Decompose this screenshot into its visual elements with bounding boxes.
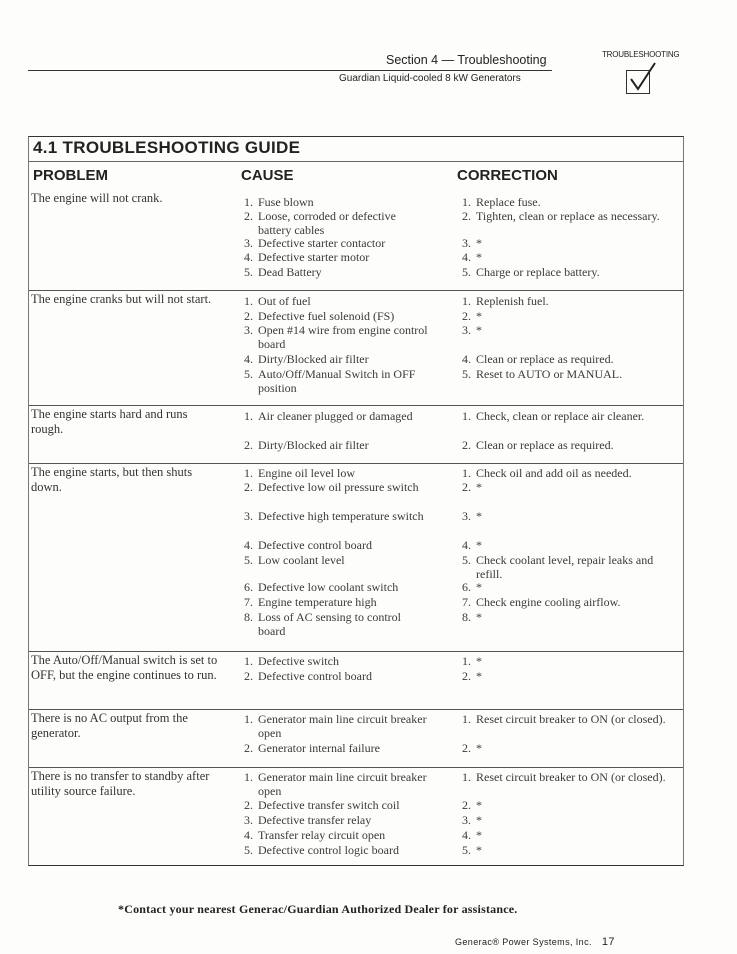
correction-text: Reset circuit breaker to ON (or closed). bbox=[476, 770, 666, 784]
correction-number: 5. bbox=[462, 843, 471, 857]
problem-text: The engine will not crank. bbox=[31, 191, 163, 205]
header-rule bbox=[28, 70, 552, 71]
correction-text: Check oil and add oil as needed. bbox=[476, 466, 632, 480]
correction-number: 3. bbox=[462, 236, 471, 250]
problem-text: The engine cranks but will not start. bbox=[31, 292, 212, 306]
correction-text: * bbox=[476, 309, 482, 323]
cause-number: 4. bbox=[244, 538, 253, 552]
cause-text: Fuse blown bbox=[258, 195, 314, 209]
cause-text: Defective control board bbox=[258, 669, 372, 683]
correction-text: Check engine cooling airflow. bbox=[476, 595, 621, 609]
correction-number: 4. bbox=[462, 538, 471, 552]
cause-text: Dirty/Blocked air filter bbox=[258, 438, 369, 452]
guide-row bbox=[29, 405, 683, 464]
correction-number: 2. bbox=[462, 798, 471, 812]
cause-text: Out of fuel bbox=[258, 294, 311, 308]
correction-text: * bbox=[476, 828, 482, 842]
cause-number: 7. bbox=[244, 595, 253, 609]
correction-text: Replenish fuel. bbox=[476, 294, 549, 308]
correction-text: * bbox=[476, 669, 482, 683]
correction-number: 8. bbox=[462, 610, 471, 624]
cause-number: 3. bbox=[244, 509, 253, 523]
cause-text: Defective transfer relay bbox=[258, 813, 372, 827]
cause-number: 1. bbox=[244, 294, 253, 308]
cause-number: 1. bbox=[244, 770, 253, 784]
correction-column-header: CORRECTION bbox=[457, 167, 558, 184]
correction-text: Check, clean or replace air cleaner. bbox=[476, 409, 645, 423]
cause-text: Defective control logic board bbox=[258, 843, 399, 857]
guide-row bbox=[29, 290, 683, 406]
problem-text: The engine starts, but then shuts down. bbox=[31, 465, 193, 494]
guide-row bbox=[29, 190, 683, 290]
correction-number: 1. bbox=[462, 195, 471, 209]
cause-column-header: CAUSE bbox=[241, 167, 294, 184]
cause-text: Defective starter motor bbox=[258, 250, 370, 264]
correction-number: 1. bbox=[462, 712, 471, 726]
cause-text: Dead Battery bbox=[258, 265, 322, 279]
correction-text: Clean or replace as required. bbox=[476, 352, 614, 366]
correction-number: 2. bbox=[462, 669, 471, 683]
cause-number: 2. bbox=[244, 309, 253, 323]
correction-number: 1. bbox=[462, 770, 471, 784]
cause-text: Defective transfer switch coil bbox=[258, 798, 400, 812]
cause-text: Generator main line circuit breaker open bbox=[258, 712, 427, 740]
correction-text: * bbox=[476, 250, 482, 264]
cause-number: 2. bbox=[244, 741, 253, 755]
cause-text: Dirty/Blocked air filter bbox=[258, 352, 369, 366]
cause-text: Auto/Off/Manual Switch in OFF position bbox=[258, 367, 416, 395]
cause-text: Defective low coolant switch bbox=[258, 580, 399, 594]
correction-text: Replace fuse. bbox=[476, 195, 541, 209]
cause-number: 8. bbox=[244, 610, 253, 624]
cause-number: 5. bbox=[244, 843, 253, 857]
cause-text: Engine oil level low bbox=[258, 466, 355, 480]
correction-number: 1. bbox=[462, 654, 471, 668]
cause-number: 1. bbox=[244, 712, 253, 726]
correction-number: 5. bbox=[462, 553, 471, 567]
cause-text: Air cleaner plugged or damaged bbox=[258, 409, 413, 423]
correction-number: 2. bbox=[462, 438, 471, 452]
cause-number: 2. bbox=[244, 209, 253, 223]
correction-text: * bbox=[476, 236, 482, 250]
correction-text: * bbox=[476, 741, 482, 755]
cause-text: Defective switch bbox=[258, 654, 339, 668]
correction-number: 5. bbox=[462, 265, 471, 279]
correction-text: * bbox=[476, 813, 482, 827]
cause-number: 2. bbox=[244, 438, 253, 452]
problem-text: There is no transfer to standby after utility source failure. bbox=[31, 769, 210, 798]
cause-number: 2. bbox=[244, 798, 253, 812]
cause-text: Open #14 wire from engine control board bbox=[258, 323, 428, 351]
troubleshooting-guide bbox=[28, 136, 684, 866]
correction-text: Reset circuit breaker to ON (or closed). bbox=[476, 712, 666, 726]
correction-number: 6. bbox=[462, 580, 471, 594]
correction-number: 7. bbox=[462, 595, 471, 609]
cause-text: Loose, corroded or defective battery cables bbox=[258, 209, 396, 237]
correction-number: 3. bbox=[462, 813, 471, 827]
correction-text: Tighten, clean or replace as necessary. bbox=[476, 209, 660, 223]
cause-text: Defective high temperature switch bbox=[258, 509, 424, 523]
section-heading: Section 4 — Troubleshooting bbox=[386, 53, 547, 67]
correction-number: 5. bbox=[462, 367, 471, 381]
cause-number: 5. bbox=[244, 553, 253, 567]
correction-number: 2. bbox=[462, 309, 471, 323]
correction-text: Check coolant level, repair leaks and refill. bbox=[476, 553, 654, 581]
cause-number: 1. bbox=[244, 195, 253, 209]
cause-text: Defective starter contactor bbox=[258, 236, 386, 250]
correction-number: 3. bbox=[462, 323, 471, 337]
cause-text: Generator main line circuit breaker open bbox=[258, 770, 427, 798]
title-rule bbox=[29, 161, 683, 162]
cause-text: Low coolant level bbox=[258, 553, 345, 567]
company-name: Generac® Power Systems, Inc. bbox=[455, 937, 592, 947]
cause-text: Engine temperature high bbox=[258, 595, 377, 609]
cause-number: 1. bbox=[244, 409, 253, 423]
page-footer bbox=[455, 936, 615, 948]
correction-text: * bbox=[476, 509, 482, 523]
problem-text: There is no AC output from the generator. bbox=[31, 711, 188, 740]
cause-text: Generator internal failure bbox=[258, 741, 380, 755]
cause-number: 1. bbox=[244, 654, 253, 668]
correction-number: 4. bbox=[462, 250, 471, 264]
checkmark-icon bbox=[626, 70, 650, 94]
cause-number: 1. bbox=[244, 466, 253, 480]
cause-number: 3. bbox=[244, 323, 253, 337]
correction-text: * bbox=[476, 843, 482, 857]
guide-row bbox=[29, 651, 683, 710]
correction-text: Reset to AUTO or MANUAL. bbox=[476, 367, 623, 381]
cause-number: 4. bbox=[244, 250, 253, 264]
cause-text: Defective low oil pressure switch bbox=[258, 480, 419, 494]
guide-row bbox=[29, 463, 683, 652]
correction-number: 4. bbox=[462, 828, 471, 842]
page-number: 17 bbox=[601, 936, 615, 948]
cause-text: Defective control board bbox=[258, 538, 372, 552]
correction-text: * bbox=[476, 538, 482, 552]
cause-number: 5. bbox=[244, 367, 253, 381]
cause-number: 3. bbox=[244, 236, 253, 250]
correction-text: * bbox=[476, 323, 482, 337]
correction-number: 2. bbox=[462, 741, 471, 755]
guide-title: 4.1 TROUBLESHOOTING GUIDE bbox=[33, 138, 301, 157]
correction-text: * bbox=[476, 798, 482, 812]
correction-number: 1. bbox=[462, 409, 471, 423]
cause-number: 4. bbox=[244, 828, 253, 842]
cause-number: 5. bbox=[244, 265, 253, 279]
correction-number: 4. bbox=[462, 352, 471, 366]
section-subtitle: Guardian Liquid-cooled 8 kW Generators bbox=[339, 73, 521, 84]
correction-text: * bbox=[476, 654, 482, 668]
correction-number: 1. bbox=[462, 466, 471, 480]
problem-text: The engine starts hard and runs rough. bbox=[31, 407, 188, 436]
correction-number: 3. bbox=[462, 509, 471, 523]
problem-text: The Auto/Off/Manual switch is set to OFF, but the engine continues to run. bbox=[31, 653, 218, 682]
correction-text: Charge or replace battery. bbox=[476, 265, 600, 279]
correction-number: 2. bbox=[462, 480, 471, 494]
troubleshooting-badge: TROUBLESHOOTING bbox=[602, 50, 680, 59]
cause-text: Loss of AC sensing to control board bbox=[258, 610, 401, 638]
cause-number: 6. bbox=[244, 580, 253, 594]
cause-number: 4. bbox=[244, 352, 253, 366]
guide-row bbox=[29, 767, 683, 864]
correction-text: * bbox=[476, 480, 482, 494]
cause-number: 2. bbox=[244, 480, 253, 494]
footnote: *Contact your nearest Generac/Guardian Authorized Dealer for assistance. bbox=[118, 902, 518, 916]
problem-column-header: PROBLEM bbox=[33, 167, 108, 184]
correction-text: * bbox=[476, 610, 482, 624]
correction-number: 2. bbox=[462, 209, 471, 223]
correction-text: Clean or replace as required. bbox=[476, 438, 614, 452]
cause-text: Transfer relay circuit open bbox=[258, 828, 386, 842]
correction-number: 1. bbox=[462, 294, 471, 308]
cause-text: Defective fuel solenoid (FS) bbox=[258, 309, 395, 323]
cause-number: 3. bbox=[244, 813, 253, 827]
correction-text: * bbox=[476, 580, 482, 594]
guide-row bbox=[29, 709, 683, 768]
cause-number: 2. bbox=[244, 669, 253, 683]
